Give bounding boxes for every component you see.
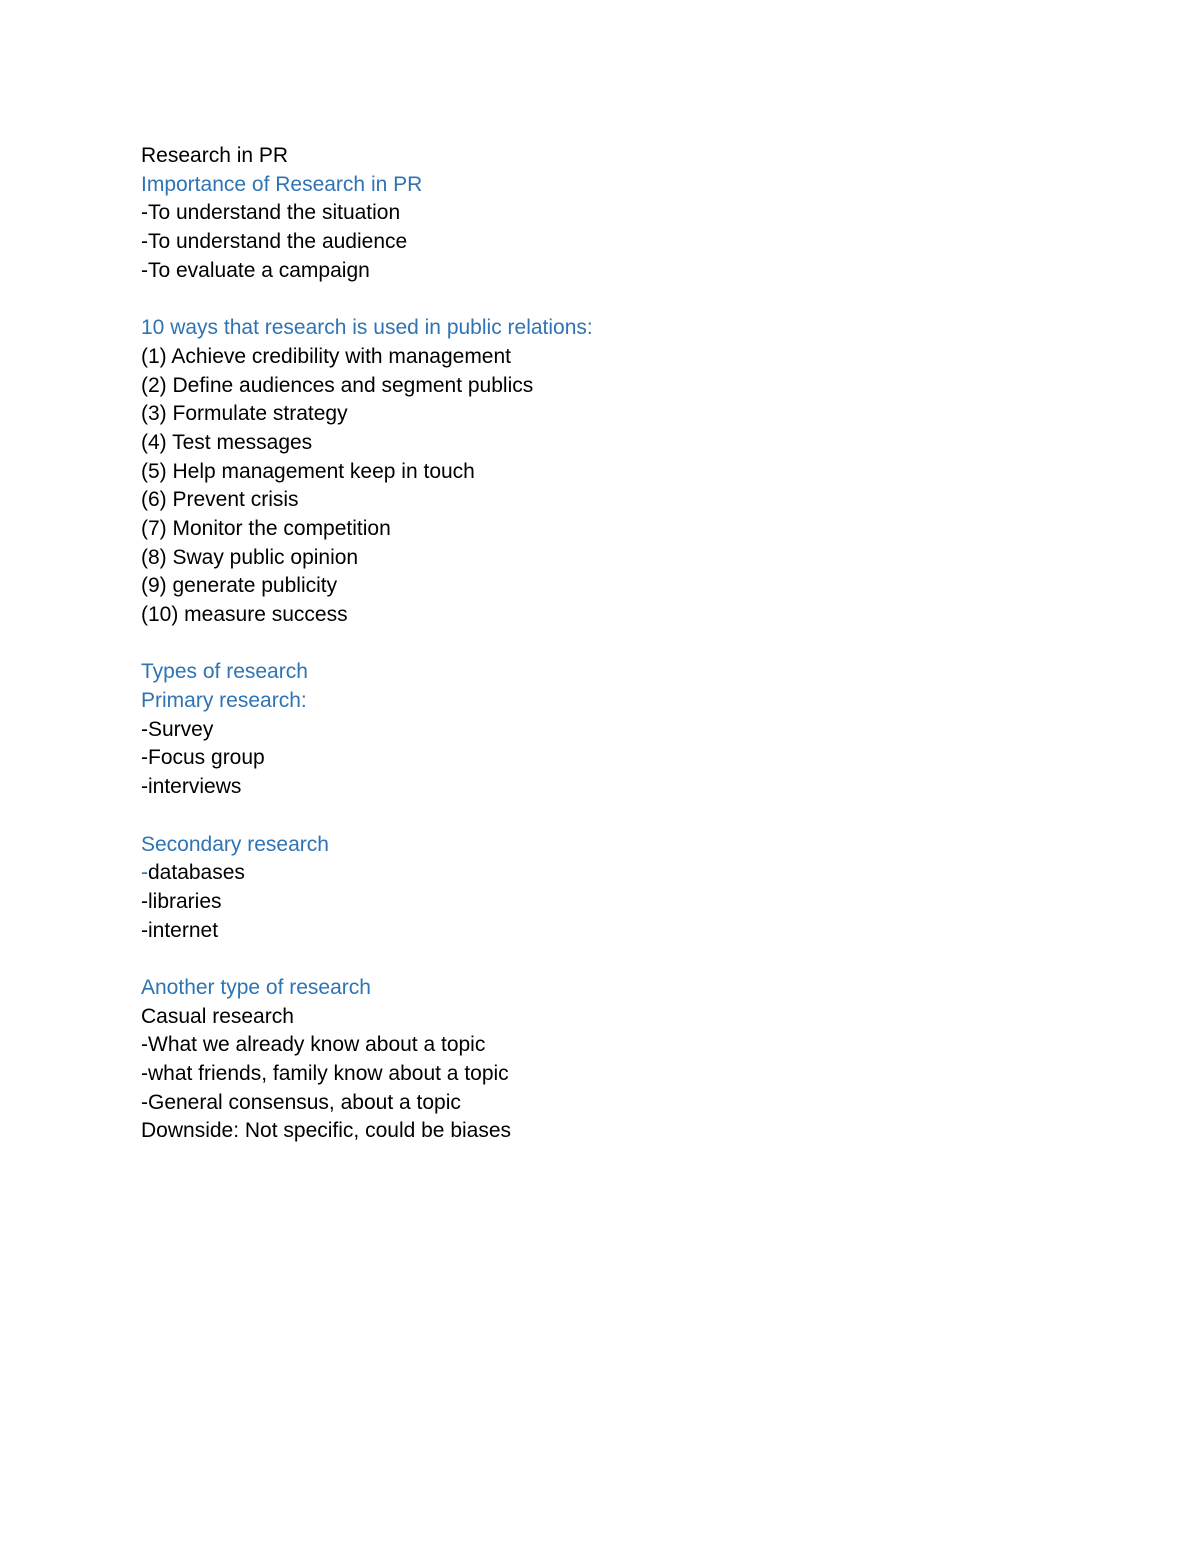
list-item: (2) Define audiences and segment publics (141, 373, 534, 397)
blank-line (141, 285, 1041, 314)
downside-note: Downside: Not specific, could be biases (141, 1119, 512, 1143)
list-item: -What we already know about a topic (141, 1033, 486, 1057)
list-item: -To evaluate a campaign (141, 258, 370, 282)
section-heading-types: Types of research (141, 660, 308, 684)
document-title: Research in PR (141, 144, 289, 167)
list-item-text: databases (148, 861, 245, 885)
list-item: -Survey (141, 717, 214, 741)
document-body (141, 142, 1041, 1146)
list-item: -Focus group (141, 746, 265, 770)
list-item-dash: - (141, 861, 148, 885)
list-item: (1) Achieve credibility with management (141, 344, 512, 368)
list-item: -libraries (141, 889, 222, 913)
list-item: (7) Monitor the competition (141, 516, 391, 540)
list-item: -To understand the situation (141, 201, 401, 225)
section-heading-importance: Importance of Research in PR (141, 172, 423, 196)
list-item: -internet (141, 918, 219, 942)
blank-line (141, 802, 1041, 831)
list-item: (10) measure success (141, 603, 348, 626)
list-item: -what friends, family know about a topic (141, 1062, 509, 1085)
section-heading-another: Another type of research (141, 975, 371, 999)
section-heading-ten-ways: 10 ways that research is used in public relations: (141, 316, 593, 340)
list-item: (5) Help management keep in touch (141, 459, 475, 483)
list-item: (3) Formulate strategy (141, 402, 348, 426)
list-item (141, 859, 1041, 888)
blank-line (141, 630, 1041, 659)
list-item: (4) Test messages (141, 430, 313, 454)
blank-line (141, 945, 1041, 974)
section-heading-secondary: Secondary research (141, 832, 329, 856)
list-item: -General consensus, about a topic (141, 1090, 461, 1114)
list-item: -To understand the audience (141, 230, 408, 254)
subheading-casual: Casual research (141, 1004, 294, 1028)
list-item: -interviews (141, 775, 242, 799)
list-item: (8) Sway public opinion (141, 545, 359, 569)
list-item: (6) Prevent crisis (141, 488, 299, 512)
list-item: (9) generate publicity (141, 574, 338, 598)
subheading-primary: Primary research: (141, 689, 307, 713)
